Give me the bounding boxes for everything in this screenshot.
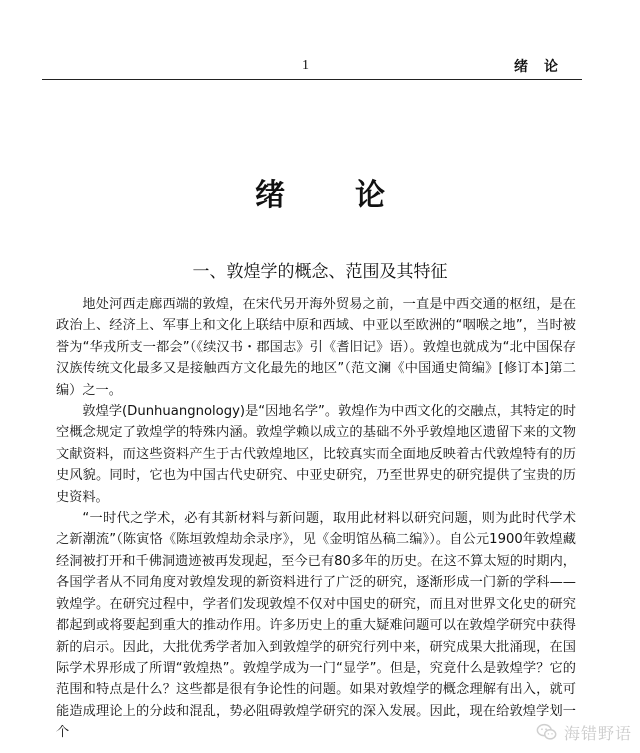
chapter-title: 绪论: [255, 178, 455, 213]
section-title: 一、敦煌学的概念、范围及其特征: [192, 262, 448, 282]
running-title: 绪论: [514, 59, 574, 75]
paragraph-3: “一时代之学术，必有其新材料与新问题，取用此材料以研究问题，则为此时代学术之新潮流”（陈寅恪《陈垣敦煌劫余录序》，见《金明馆丛稿二编》）。自公元1900年敦煌藏经洞被打开和千佛洞遗迹被再发现起，至今已有80多年的历史。在这不算太短的时期内，各国学者从不同角度对敦煌发现的新资料进行了广泛的研究，逐渐形成一门新的学科——敦煌学。在研究过程中，学者们发现敦煌不仅对中国史的研究，而且对世界文化史的研究都起到或将要起到重大的推动作用。许多历史上的重大疑难问题可以在敦煌学研究中获得新的启示。因此，大批优秀学者加入到敦煌学的研究行列中来，研究成果大批涌现，在国际学术界形成了所谓“敦煌热”。敦煌学成为一门“显学”。但是，究竟什么是敦煌学？它的范围和特点是什么？这些都是很有争论性的问题。如果对敦煌学的概念理解有出入，就可能造成理论上的分歧和混乱，势必阻碍敦煌学研究的深入发展。因此，现在给敦煌学划一个: [56, 511, 576, 741]
page-number: 1: [302, 58, 309, 73]
header-rule: [42, 79, 582, 80]
watermark-text: 海错野语: [563, 723, 632, 743]
wechat-icon: [536, 721, 558, 743]
paragraph-2: 敦煌学(Dunhuangnology)是“因地名学”。敦煌作为中西文化的交融点，其特定的时空概念规定了敦煌学的特殊内涵。敦煌学赖以成立的基础不外乎敦煌地区遗留下来的文物文献资料，而这些资料产生于古代敦煌地区，比较真实而全面地反映着古代敦煌特有的历史风貌。同时，它也为中国古代史研究、中亚史研究，乃至世界史的研究提供了宝贵的历史资料。: [56, 404, 576, 505]
running-header: [42, 56, 582, 78]
paragraph-1: 地处河西走廊西端的敦煌，在宋代另开海外贸易之前，一直是中西交通的枢纽，是在政治上、经济上、军事上和文化上联结中原和西域、中亚以至欧洲的“咽喉之地”，当时被誉为“华戎所支一都会”（《续汉书・郡国志》引《耆旧记》语）。敦煌也就成为“北中国保存汉族传统文化最多又是接触西方文化最先的地区”（范文澜《中国通史简编》[修订本]第二编）之一。: [56, 297, 576, 398]
watermark: [536, 719, 632, 745]
body-text: [56, 294, 576, 744]
